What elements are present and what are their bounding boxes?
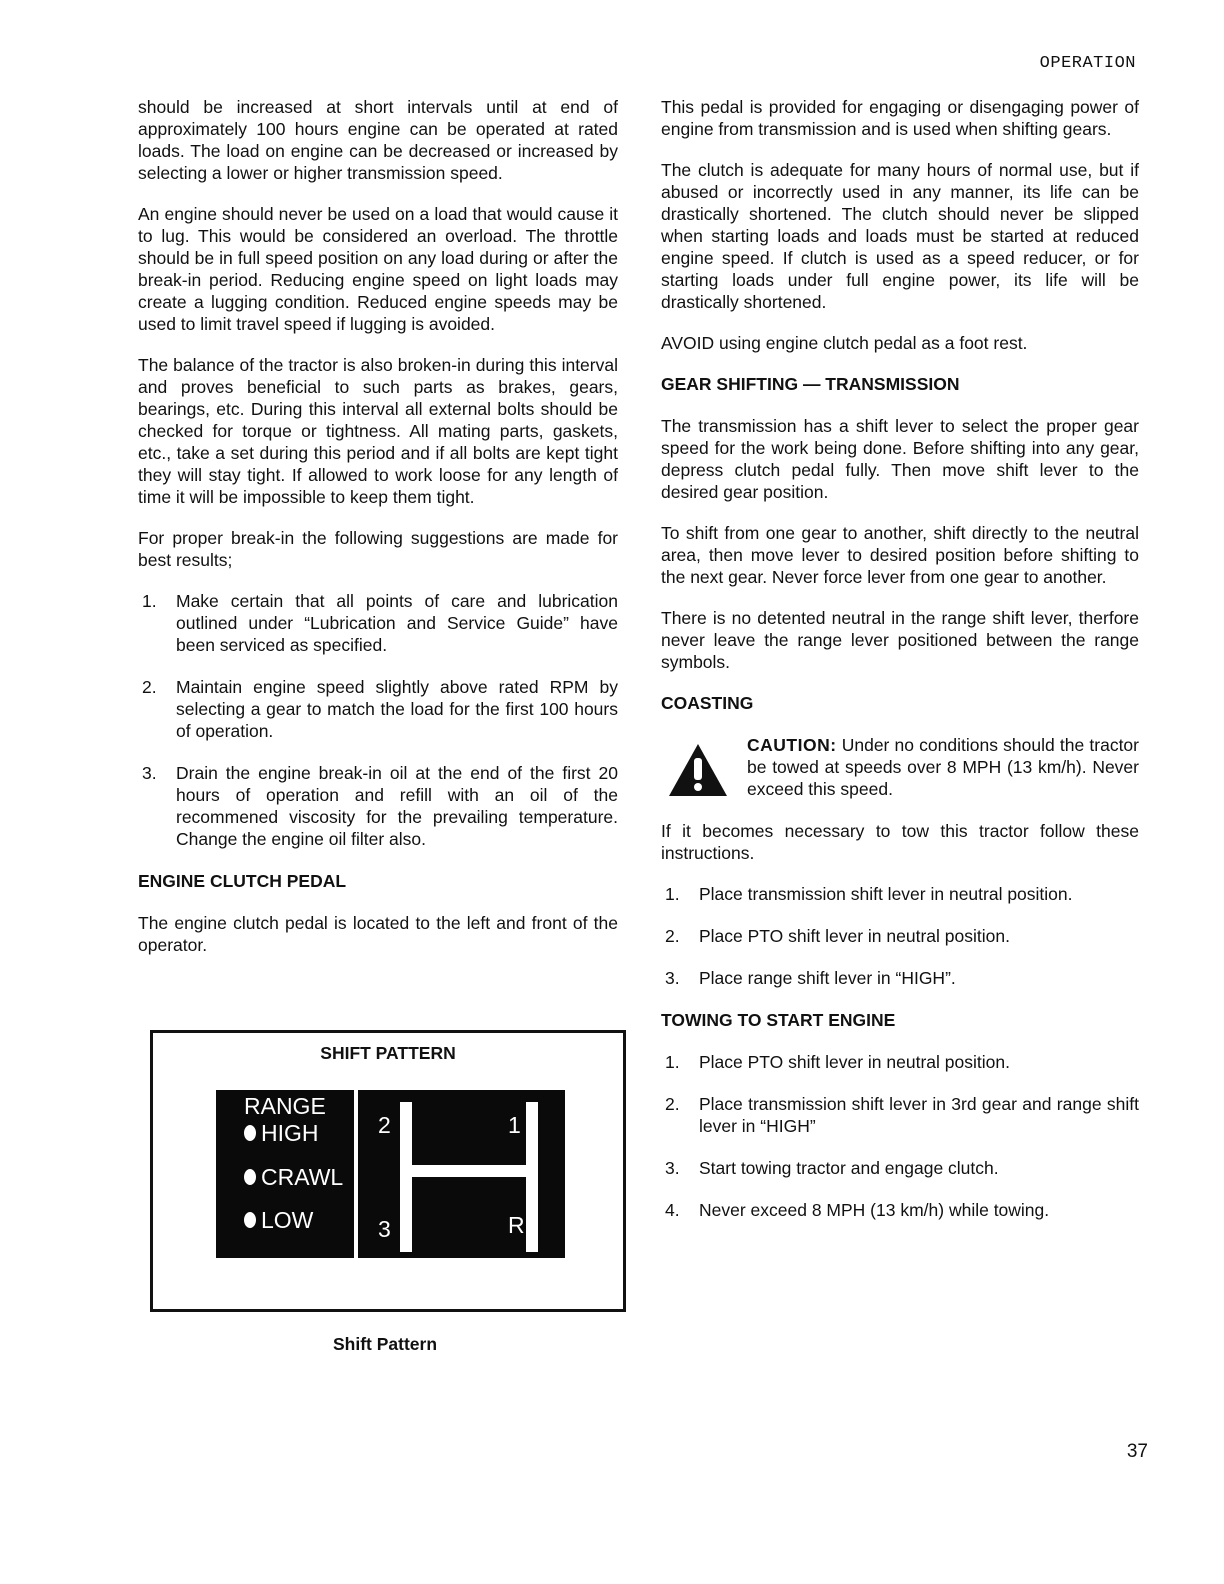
range-title: RANGE <box>244 1093 326 1119</box>
list-number: 4. <box>665 1200 680 1220</box>
list-number: 3. <box>142 763 157 783</box>
section-heading: ENGINE CLUTCH PEDAL <box>138 871 347 891</box>
list-item <box>661 925 1139 947</box>
list-item <box>138 590 618 656</box>
list-item <box>661 967 1139 989</box>
break-in-list <box>138 590 618 850</box>
paragraph: This pedal is provided for engaging or disengaging power of engine from transmission and is used when shifting gears. <box>661 97 1139 139</box>
list-text: Place transmission shift lever in neutral position. <box>699 884 1073 904</box>
section-heading: TOWING TO START ENGINE <box>661 1010 896 1030</box>
tow-list <box>661 883 1139 989</box>
figure-title: SHIFT PATTERN <box>320 1043 456 1063</box>
range-panel <box>216 1090 354 1258</box>
list-text: Maintain engine speed slightly above rated RPM by selecting a gear to match the load for the first 100 hours of operation. <box>176 677 618 741</box>
paragraph: The clutch is adequate for many hours of normal use, but if abused or incorrectly used in any manner, its life can be drastically shortened. The clutch should never be slipped when starting loads and loads must be started at reduced engine speed. If clutch is used as a speed reducer, or for starting loads under full engine power, its life will be drastically shortened. <box>661 160 1139 312</box>
list-item <box>661 1199 1139 1221</box>
list-text: Drain the engine break-in oil at the end of the first 20 hours of operation and refill with an oil of the recommened viscosity for the prevailing temperature. Change the engine oil filter also. <box>176 763 618 849</box>
range-high-label: HIGH <box>261 1120 319 1146</box>
paragraph: To shift from one gear to another, shift directly to the neutral area, then move lever to desired position before shifting to the next gear. Never force lever from one gear to another. <box>661 523 1139 587</box>
gear-r-label: R <box>508 1212 525 1238</box>
page-number: 37 <box>1126 1441 1148 1462</box>
gear-panel <box>358 1090 565 1258</box>
paragraph: For proper break-in the following suggestions are made for best results; <box>138 528 618 570</box>
figure-caption: Shift Pattern <box>332 1334 438 1354</box>
range-dot-icon <box>244 1169 256 1185</box>
list-item <box>661 1093 1139 1137</box>
paragraph: There is no detented neutral in the range shift lever, therfore never leave the range lever positioned between the range symbols. <box>661 608 1139 672</box>
list-number: 2. <box>665 926 680 946</box>
caution-box <box>661 734 1139 800</box>
list-number: 1. <box>142 591 157 611</box>
paragraph: The balance of the tractor is also broken-in during this interval and proves beneficial to such parts as brakes, gears, bearings, etc. During this interval all external bolts should be checked for torque or tightness. All mating parts, gaskets, etc., take a set during this period and if all bolts are kept tight they will stay tight. If allowed to work loose for any length of time it will be impossible to keep them tight. <box>138 355 618 507</box>
section-heading: COASTING <box>661 693 754 713</box>
list-text: Make certain that all points of care and lubrication outlined under “Lubrication and Service Guide” have been serviced as specified. <box>176 591 618 655</box>
shift-pattern-figure <box>150 1030 626 1312</box>
paragraph: If it becomes necessary to tow this tractor follow these instructions. <box>661 821 1139 863</box>
gear-3-label: 3 <box>378 1216 391 1242</box>
caution-label: CAUTION: <box>747 735 837 755</box>
range-crawl-label: CRAWL <box>261 1164 344 1190</box>
list-item <box>661 883 1139 905</box>
section-heading: GEAR SHIFTING — TRANSMISSION <box>661 374 960 394</box>
warning-triangle-icon <box>667 742 729 798</box>
list-text: Never exceed 8 MPH (13 km/h) while towing. <box>699 1200 1050 1220</box>
right-column <box>661 96 1139 1241</box>
range-dot-icon <box>244 1212 256 1228</box>
towing-start-list <box>661 1051 1139 1221</box>
list-item <box>138 762 618 850</box>
gear-1-label: 1 <box>508 1112 521 1138</box>
paragraph: AVOID using engine clutch pedal as a foot rest. <box>661 333 1028 353</box>
list-item <box>138 676 618 742</box>
range-dot-icon <box>244 1125 256 1141</box>
list-number: 3. <box>665 968 680 988</box>
list-text: Place PTO shift lever in neutral position. <box>699 926 1010 946</box>
list-text: Place PTO shift lever in neutral position. <box>699 1052 1010 1072</box>
caution-body: Under no conditions should the tractor be towed at speeds over 8 MPH (13 km/h). Never exceed this speed. <box>747 735 1139 799</box>
paragraph: The engine clutch pedal is located to the left and front of the operator. <box>138 913 618 955</box>
caution-text <box>747 734 1139 800</box>
paragraph: The transmission has a shift lever to select the proper gear speed for the work being done. Before shifting into any gear, depress clutch pedal fully. Then move shift lever to the desired gear position. <box>661 416 1139 502</box>
list-item <box>661 1157 1139 1179</box>
list-number: 2. <box>665 1094 680 1114</box>
list-number: 1. <box>665 884 680 904</box>
range-low-label: LOW <box>261 1207 314 1233</box>
section-header: OPERATION <box>1039 54 1136 73</box>
list-text: Start towing tractor and engage clutch. <box>699 1158 999 1178</box>
list-text: Place range shift lever in “HIGH”. <box>699 968 956 988</box>
paragraph: should be increased at short intervals until at end of approximately 100 hours engine can be operated at rated loads. The load on engine can be decreased or increased by selecting a lower or higher transmission speed. <box>138 97 618 183</box>
paragraph: An engine should never be used on a load that would cause it to lug. This would be considered an overload. The throttle should be in full speed position on any load during or after the break-in period. Reducing engine speed on light loads may create a lugging condition. Reduced engine speeds may be used to limit travel speed if lugging is avoided. <box>138 204 618 334</box>
list-number: 2. <box>142 677 157 697</box>
gear-2-label: 2 <box>378 1112 391 1138</box>
list-text: Place transmission shift lever in 3rd gear and range shift lever in “HIGH” <box>699 1094 1139 1136</box>
list-number: 1. <box>665 1052 680 1072</box>
left-column <box>138 96 618 975</box>
list-item <box>661 1051 1139 1073</box>
list-number: 3. <box>665 1158 680 1178</box>
